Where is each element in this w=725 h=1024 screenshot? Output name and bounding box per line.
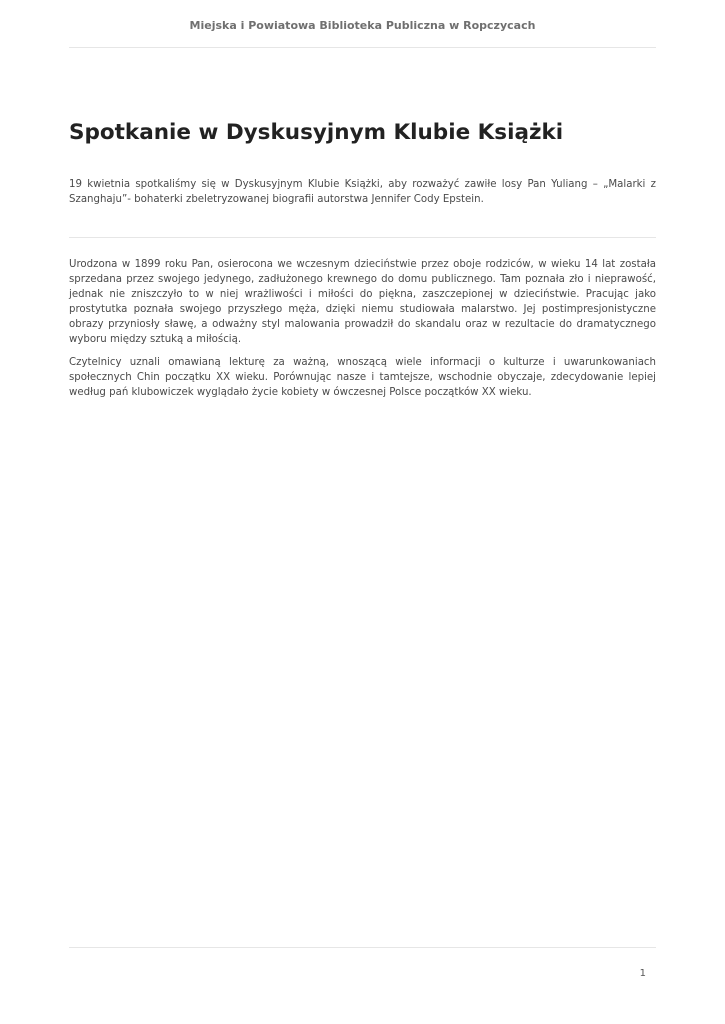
- article-paragraph: Czytelnicy uznali omawianą lekturę za ważną, wnoszącą wiele informacji o kulturze i uwarunkowaniach społecznych Chin początku XX wieku. Porównując nasze i tamtejsze, wschodnie obyczaje, zdecydowanie lepiej według pań klubowiczek wyglądało życie kobiety w ówczesnej Polsce początków XX wieku.: [69, 357, 656, 398]
- intro-divider: [69, 237, 656, 238]
- library-name: Miejska i Powiatowa Biblioteka Publiczna w Ropczycach: [189, 19, 536, 32]
- article-paragraph: Urodzona w 1899 roku Pan, osierocona we wczesnym dzieciństwie przez oboje rodziców, w wieku 14 lat została sprzedana przez swojego jedynego, zadłużonego krewnego do domu publicznego. Tam poznała zło i nieprawość, jednak nie zniszczyło to w niej wrażliwości i miłości do piękna, zaszczepionej w dzieciństwie. Pracując jako prostytutka poznała swojego przyszłego męża, dzięki niemu studiowała malarstwo. Jej postimpresjonistyczne obrazy przyniosły sławę, a odważny styl malowania prowadził do skandalu oraz w rezultacie do dramatycznego wyboru między sztuką a miłością.: [69, 259, 656, 345]
- article-intro: 19 kwietnia spotkaliśmy się w Dyskusyjnym Klubie Książki, aby rozważyć zawiłe losy Pan Yuliang – „Malarki z Szanghaju”- bohaterki zbeletryzowanej biografii autorstwa Jennifer Cody Epstein.: [69, 179, 656, 205]
- header-divider: [69, 47, 656, 48]
- page-number: 1: [639, 968, 646, 979]
- footer-divider: [69, 947, 656, 948]
- article-title: Spotkanie w Dyskusyjnym Klubie Książki: [69, 120, 564, 145]
